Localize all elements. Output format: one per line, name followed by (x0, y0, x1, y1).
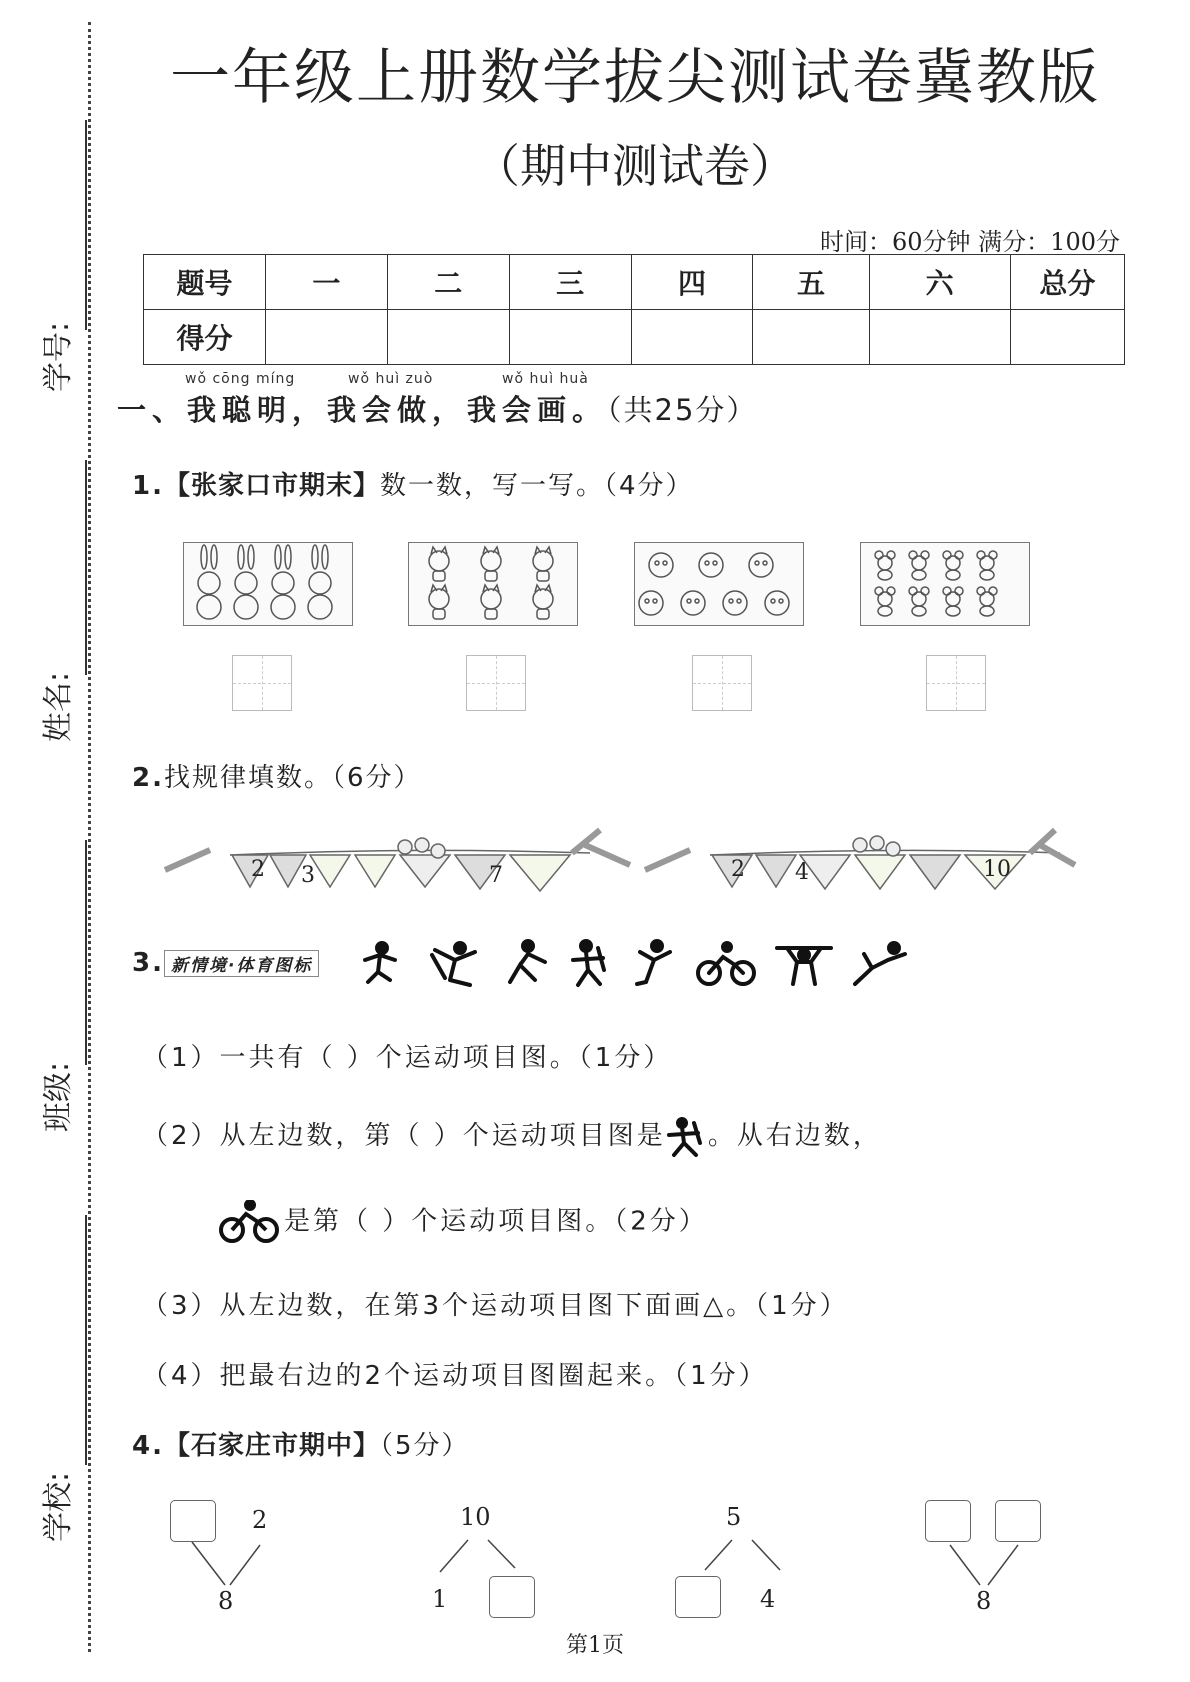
question-3-sub-2a: （2）从左边数，第（ ）个运动项目图是 (142, 1121, 666, 1151)
score-cell[interactable] (753, 310, 869, 365)
question-4 (132, 1425, 470, 1462)
score-table (143, 254, 1125, 365)
bunting-pattern-graphic (160, 825, 1080, 895)
runner-icon (365, 943, 395, 982)
header-cell: 五 (753, 255, 869, 310)
class-field[interactable] (30, 840, 80, 1130)
question-2-text: 找规律填数。（6分） (163, 763, 422, 793)
score-cell[interactable] (869, 310, 1010, 365)
pinyin-1: wǒ cōng míng (185, 371, 296, 387)
answer-box-cats[interactable] (466, 655, 526, 711)
cat-icon (409, 543, 577, 625)
question-3-sub-4: （4）把最右边的2个运动项目图圈起来。（1分） (142, 1361, 768, 1391)
question-1-text: 数一数，写一写。（4分） (379, 471, 694, 501)
name-label: 姓名: (41, 671, 76, 742)
branch-right-icon (645, 850, 690, 870)
question-3-sub-3: （3）从左边数，在第3个运动项目图下面画△。（1分） (142, 1291, 849, 1321)
score-cell[interactable] (509, 310, 631, 365)
student-id-underline (85, 120, 87, 330)
score-cell[interactable] (265, 310, 387, 365)
flag-number: 7 (489, 863, 503, 888)
branch-left-icon (165, 850, 210, 870)
page-title: 一年级上册数学拔尖测试卷冀教版 (170, 43, 1100, 113)
page-subtitle: （期中测试卷） (474, 139, 796, 193)
answer-box-mice[interactable] (926, 655, 986, 711)
question-2 (132, 757, 422, 794)
cat-picture-box (408, 542, 578, 626)
question-4-text: （5分） (379, 1431, 470, 1461)
weightlifting-icon (777, 948, 831, 984)
gymnast-icon (637, 941, 670, 984)
binding-dashed-line (88, 22, 91, 1652)
archery-icon (573, 941, 604, 985)
question-1-tag: 【张家口市期末】 (163, 471, 380, 501)
cycling-icon (218, 1200, 284, 1244)
answer-square[interactable] (675, 1576, 721, 1618)
score-cell[interactable] (1010, 310, 1124, 365)
page-number: 第1页 (566, 1633, 624, 1658)
student-id-label: 学号: (41, 321, 76, 392)
bond-number: 4 (760, 1585, 776, 1613)
bond-number: 1 (432, 1585, 448, 1613)
question-3-sub-2b: 。从右边数， (707, 1121, 882, 1151)
question-3-sub-2-line-1 (142, 1115, 882, 1157)
answer-square[interactable] (170, 1500, 216, 1542)
answer-square[interactable] (925, 1500, 971, 1542)
header-cell: 六 (869, 255, 1010, 310)
question-3-sub-2c: 是第（ ）个运动项目图。（2分） (284, 1206, 708, 1237)
question-3-number: 3. (132, 948, 164, 978)
mouse-picture-box (860, 542, 1030, 626)
school-field[interactable] (30, 1215, 80, 1545)
score-cell[interactable] (631, 310, 753, 365)
school-underline (85, 1215, 87, 1465)
section-1-points: （共25分） (607, 393, 758, 427)
bond-number: 5 (726, 1503, 742, 1531)
answer-box-rabbits[interactable] (232, 655, 292, 711)
chick-picture-box (634, 542, 804, 626)
score-label-cell: 得分 (144, 310, 266, 365)
header-cell: 二 (387, 255, 509, 310)
question-2-number: 2. (132, 763, 164, 793)
bond-number: 2 (252, 1506, 268, 1534)
pinyin-2: wǒ huì zuò (348, 371, 434, 387)
class-underline (85, 840, 87, 1065)
archery-icon (666, 1117, 708, 1157)
flag-number: 3 (301, 863, 315, 888)
answer-square[interactable] (995, 1500, 1041, 1542)
score-table-score-row (144, 310, 1125, 365)
new-context-tag: 新情境·体育图标 (164, 950, 319, 977)
question-1 (132, 465, 694, 502)
name-underline (85, 460, 87, 675)
answer-square[interactable] (489, 1576, 535, 1618)
bond-number: 8 (976, 1587, 992, 1615)
chick-icon (635, 543, 803, 625)
flag-number: 10 (983, 857, 1011, 882)
rabbit-picture-box (183, 542, 353, 626)
question-4-number: 4. (132, 1431, 164, 1461)
cycling-icon (698, 943, 754, 984)
answer-box-chicks[interactable] (692, 655, 752, 711)
header-cell: 题号 (144, 255, 266, 310)
swimming-icon (855, 943, 905, 984)
question-1-number: 1. (132, 471, 164, 501)
bond-number: 8 (218, 1587, 234, 1615)
header-cell: 总分 (1010, 255, 1124, 310)
section-1-title (117, 388, 757, 429)
question-4-tag: 【石家庄市期中】 (163, 1431, 380, 1461)
flag-number: 4 (795, 860, 809, 885)
score-table-header-row (144, 255, 1125, 310)
class-label: 班级: (41, 1061, 76, 1132)
rowing-icon (432, 943, 475, 985)
score-cell[interactable] (387, 310, 509, 365)
flag-number: 2 (731, 857, 745, 882)
section-1-title-text: 一、我聪明，我会做，我会画。 (117, 393, 608, 427)
rabbit-icon (184, 543, 352, 625)
flag-number: 2 (251, 857, 265, 882)
mouse-icon (861, 543, 1029, 625)
question-3-sub-1: （1）一共有（ ）个运动项目图。（1分） (142, 1043, 673, 1073)
header-cell: 四 (631, 255, 753, 310)
fencing-icon (510, 941, 545, 982)
name-field[interactable] (30, 460, 80, 740)
pinyin-3: wǒ huì huà (502, 371, 589, 387)
bond-number: 10 (460, 1503, 491, 1531)
sports-icons-row (350, 935, 950, 995)
student-id-field[interactable] (30, 120, 80, 392)
school-label: 学校: (41, 1471, 76, 1542)
exam-meta: 时间：60分钟 满分：100分 (820, 228, 1120, 256)
question-3-sub-2-line-2 (218, 1200, 708, 1244)
question-3 (132, 948, 329, 978)
header-cell: 一 (265, 255, 387, 310)
header-cell: 三 (509, 255, 631, 310)
